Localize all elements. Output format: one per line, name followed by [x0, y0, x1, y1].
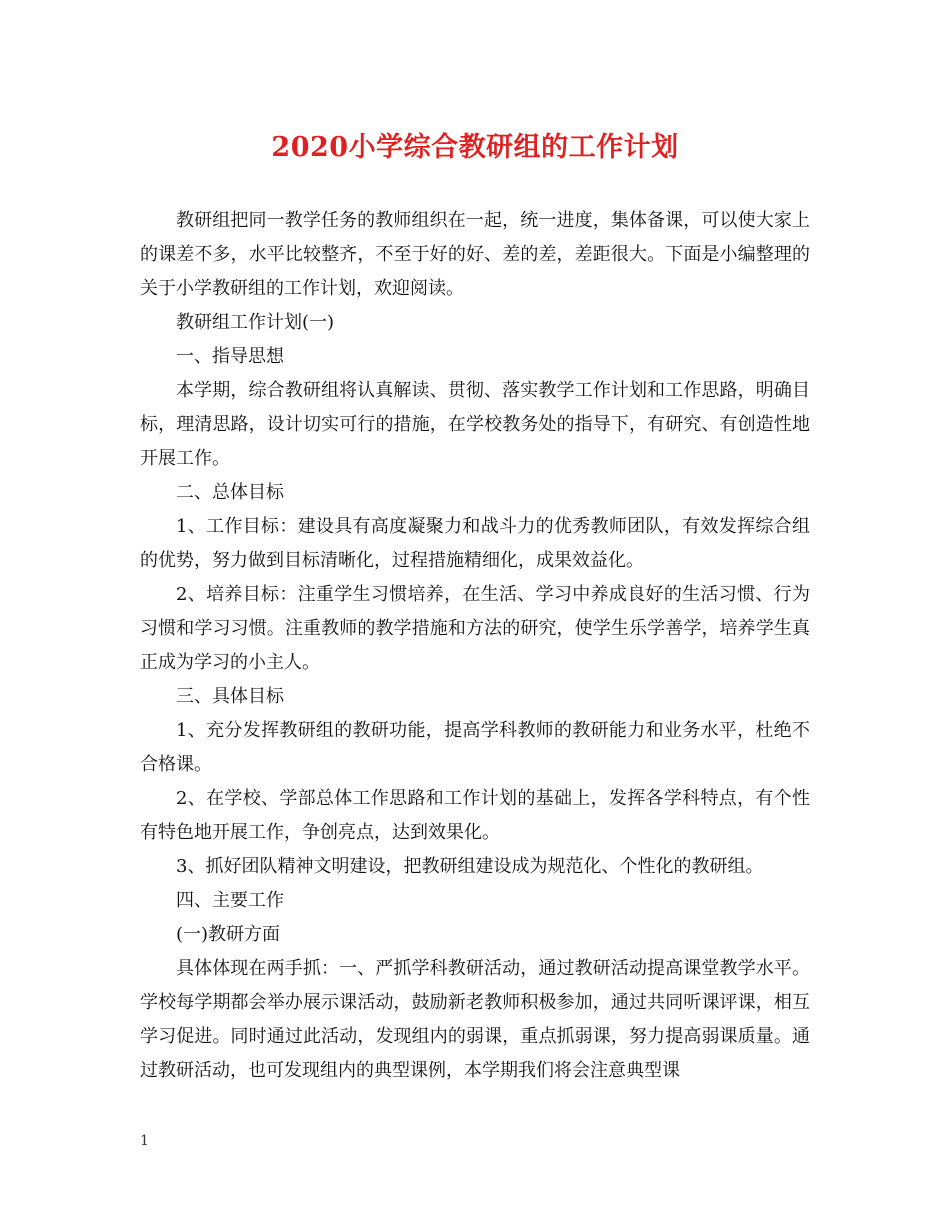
paragraph-teaching-research: 具体体现在两手抓：一、严抓学科教研活动，通过教研活动提高课堂教学水平。学校每学期都会举办展示课活动，鼓励新老教师积极参加，通过共同听课评课，相互学习促进。同时通过此活动，发现组内的弱课，重点抓弱课，努力提高弱课质量。通过教研活动，也可发现组内的典型课例，本学期我们将会注意典型课	[140, 958, 810, 1081]
page-number: 1	[140, 1133, 149, 1149]
subsection-heading-teaching-research: (一)教研方面	[176, 924, 281, 945]
section-heading-guiding-thought: 一、指导思想	[176, 346, 284, 367]
section-heading-specific-goals: 三、具体目标	[176, 686, 284, 707]
section-heading-overall-goals: 二、总体目标	[176, 482, 284, 503]
paragraph-plan-heading: 教研组工作计划(一)	[176, 312, 335, 333]
paragraph-specific-goal-3: 3、抓好团队精神文明建设，把教研组建设成为规范化、个性化的教研组。	[176, 856, 764, 877]
paragraph-guiding-thought: 本学期，综合教研组将认真解读、贯彻、落实教学工作计划和工作思路，明确目标，理清思路，设计切实可行的措施，在学校教务处的指导下，有研究、有创造性地开展工作。	[140, 380, 810, 469]
paragraph-specific-goal-1: 1、充分发挥教研组的教研功能，提高学科教师的教研能力和业务水平，杜绝不合格课。	[140, 720, 810, 775]
paragraph-specific-goal-2: 2、在学校、学部总体工作思路和工作计划的基础上，发挥各学科特点，有个性有特色地开展工作，争创亮点，达到效果化。	[140, 788, 810, 843]
paragraph-training-goal: 2、培养目标：注重学生习惯培养，在生活、学习中养成良好的生活习惯、行为习惯和学习习惯。注重教师的教学措施和方法的研究，使学生乐学善学，培养学生真正成为学习的小主人。	[140, 584, 810, 673]
paragraph-work-goal: 1、工作目标：建设具有高度凝聚力和战斗力的优秀教师团队，有效发挥综合组的优势，努力做到目标清晰化，过程措施精细化，成果效益化。	[140, 516, 810, 571]
document-title: 2020小学综合教研组的工作计划	[271, 132, 679, 163]
section-heading-main-work: 四、主要工作	[176, 890, 284, 911]
document-body	[140, 204, 810, 1088]
paragraph-intro: 教研组把同一教学任务的教师组织在一起，统一进度，集体备课，可以使大家上的课差不多，水平比较整齐，不至于好的好、差的差，差距很大。下面是小编整理的关于小学教研组的工作计划，欢迎阅读。	[140, 210, 810, 299]
